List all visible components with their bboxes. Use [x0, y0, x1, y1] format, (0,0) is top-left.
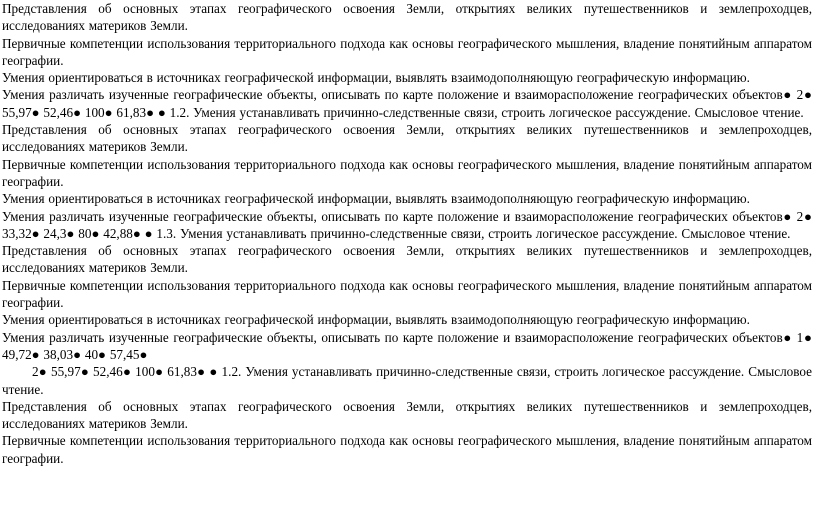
paragraph-orientation-skills: Умения ориентироваться в источниках географической информации, выявлять взаимодополняющую географическую информацию.	[2, 312, 750, 328]
paragraph-distinguish-objects: Умения различать изученные географические объекты, описывать по карте положение и взаиморасположение географических объектов● 2● 55,97● 52,46● 100● 61,83● ● 1.2. Умения устанавливать причинно-следственные связи, строить логическое рассуждение. Смысловое чтение.	[2, 87, 812, 120]
paragraph-representations: Представления об основных этапах географического освоения Земли, открытиях великих путешественников и землепроходцев, исследованиях материков Земли.	[2, 1, 812, 34]
paragraph-distinguish-objects: Умения различать изученные географические объекты, описывать по карте положение и взаиморасположение географических объектов● 1● 49,72● 38,03● 40● 57,45●	[2, 329, 812, 362]
paragraph-competencies: Первичные компетенции использования территориального подхода как основы географического мышления, владение понятийным аппаратом географии.	[2, 277, 812, 311]
paragraph-cause-effect: 2● 55,97● 52,46● 100● 61,83● ● 1.2. Умения устанавливать причинно-следственные связи, строить логическое рассуждение. Смысловое чтение.	[2, 364, 812, 397]
paragraph-representations: Представления об основных этапах географического освоения Земли, открытиях великих путешественников и землепроходцев, исследованиях материков Земли.	[2, 398, 812, 432]
paragraph-orientation-skills: Умения ориентироваться в источниках географической информации, выявлять взаимодополняющую географическую информацию.	[2, 70, 750, 86]
paragraph-orientation-skills: Умения ориентироваться в источниках географической информации, выявлять взаимодополняющую географическую информацию.	[2, 191, 750, 207]
paragraph-competencies: Первичные компетенции использования территориального подхода как основы географического мышления, владение понятийным аппаратом географии.	[2, 433, 812, 466]
paragraph-representations: Представления об основных этапах географического освоения Земли, открытиях великих путешественников и землепроходцев, исследованиях материков Земли.	[2, 243, 812, 276]
paragraph-competencies: Первичные компетенции использования территориального подхода как основы географического мышления, владение понятийным аппаратом географии.	[2, 35, 812, 68]
paragraph-distinguish-objects: Умения различать изученные географические объекты, описывать по карте положение и взаиморасположение географических объектов● 2● 33,32● 24,3● 80● 42,88● ● 1.3. Умения устанавливать причинно-следственные связи, строить логическое рассуждение. Смысловое чтение.	[2, 208, 812, 241]
paragraph-representations: Представления об основных этапах географического освоения Земли, открытиях великих путешественников и землепроходцев, исследованиях материков Земли.	[2, 122, 812, 155]
paragraph-competencies: Первичные компетенции использования территориального подхода как основы географического мышления, владение понятийным аппаратом географии.	[2, 156, 812, 189]
